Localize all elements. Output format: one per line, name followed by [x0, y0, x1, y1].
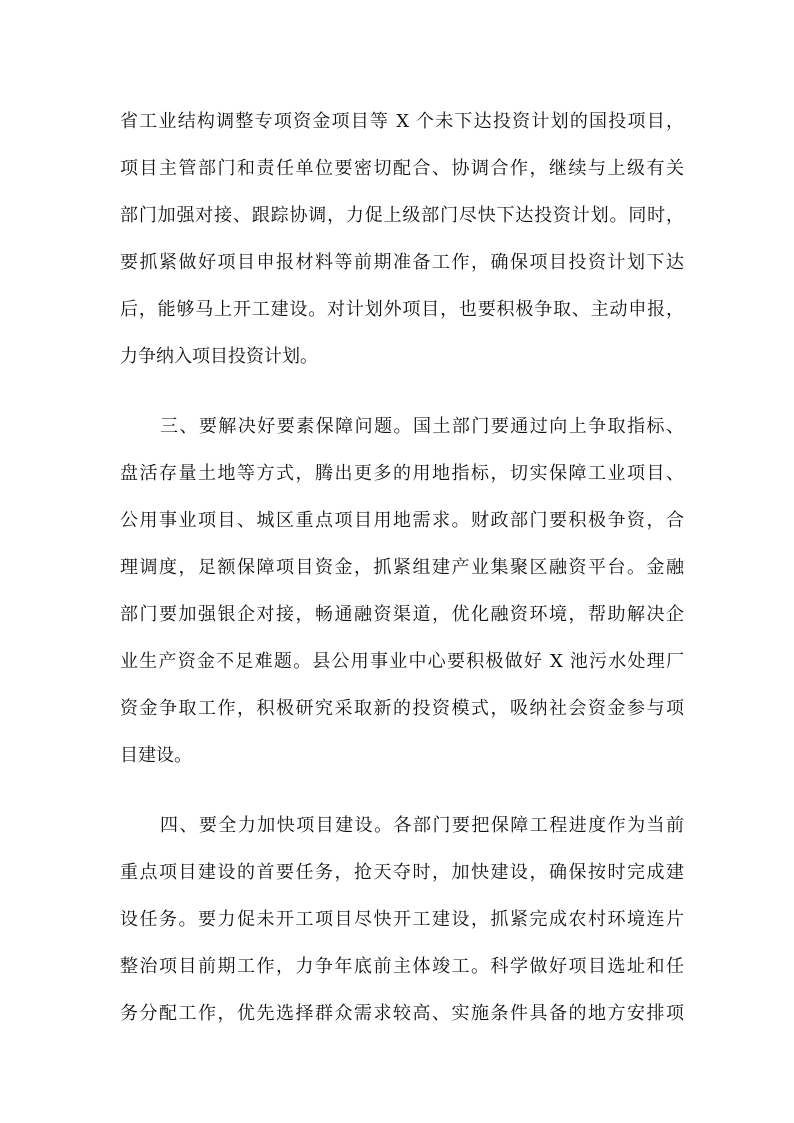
paragraph-2-line-3: 公用事业项目、城区重点项目用地需求。财政部门要积极争资，合: [120, 510, 684, 531]
paragraph-2-line-6: 业生产资金不足难题。县公用事业中心要积极做好 X 池污水处理厂: [120, 651, 684, 672]
paragraph-2-line-1: 三、要解决好要素保障问题。国土部门要通过向上争取指标、: [160, 416, 684, 437]
paragraph-2-line-7: 资金争取工作，积极研究采取新的投资模式，吸纳社会资金参与项: [120, 698, 684, 719]
paragraph-3-line-5: 务分配工作，优先选择群众需求较高、实施条件具备的地方安排项: [120, 1003, 684, 1024]
paragraph-2-line-8: 目建设。: [120, 745, 192, 766]
paragraph-1-line-2: 项目主管部门和责任单位要密切配合、协调合作，继续与上级有关: [120, 158, 684, 179]
paragraph-2-line-4: 理调度，足额保障项目资金，抓紧组建产业集聚区融资平台。金融: [120, 557, 684, 578]
paragraph-3-line-3: 设任务。要力促未开工项目尽快开工建设，抓紧完成农村环境连片: [120, 909, 684, 930]
paragraph-1-line-6: 力争纳入项目投资计划。: [120, 346, 318, 367]
paragraph-3-line-4: 整治项目前期工作，力争年底前主体竣工。科学做好项目选址和任: [120, 956, 684, 977]
paragraph-3-line-1: 四、要全力加快项目建设。各部门要把保障工程进度作为当前: [160, 815, 684, 836]
paragraph-2-line-2: 盘活存量土地等方式，腾出更多的用地指标，切实保障工业项目、: [120, 463, 684, 484]
paragraph-2-line-5: 部门要加强银企对接，畅通融资渠道，优化融资环境，帮助解决企: [120, 604, 684, 625]
paragraph-1-line-5: 后，能够马上开工建设。对计划外项目，也要积极争取、主动申报，: [120, 299, 684, 320]
paragraph-1-line-4: 要抓紧做好项目申报材料等前期准备工作，确保项目投资计划下达: [120, 252, 684, 273]
paragraph-1-line-1: 省工业结构调整专项资金项目等 X 个未下达投资计划的国投项目，: [120, 111, 684, 132]
paragraph-1-line-3: 部门加强对接、跟踪协调，力促上级部门尽快下达投资计划。同时，: [120, 205, 684, 226]
paragraph-3-line-2: 重点项目建设的首要任务，抢天夺时，加快建设，确保按时完成建: [120, 862, 684, 883]
